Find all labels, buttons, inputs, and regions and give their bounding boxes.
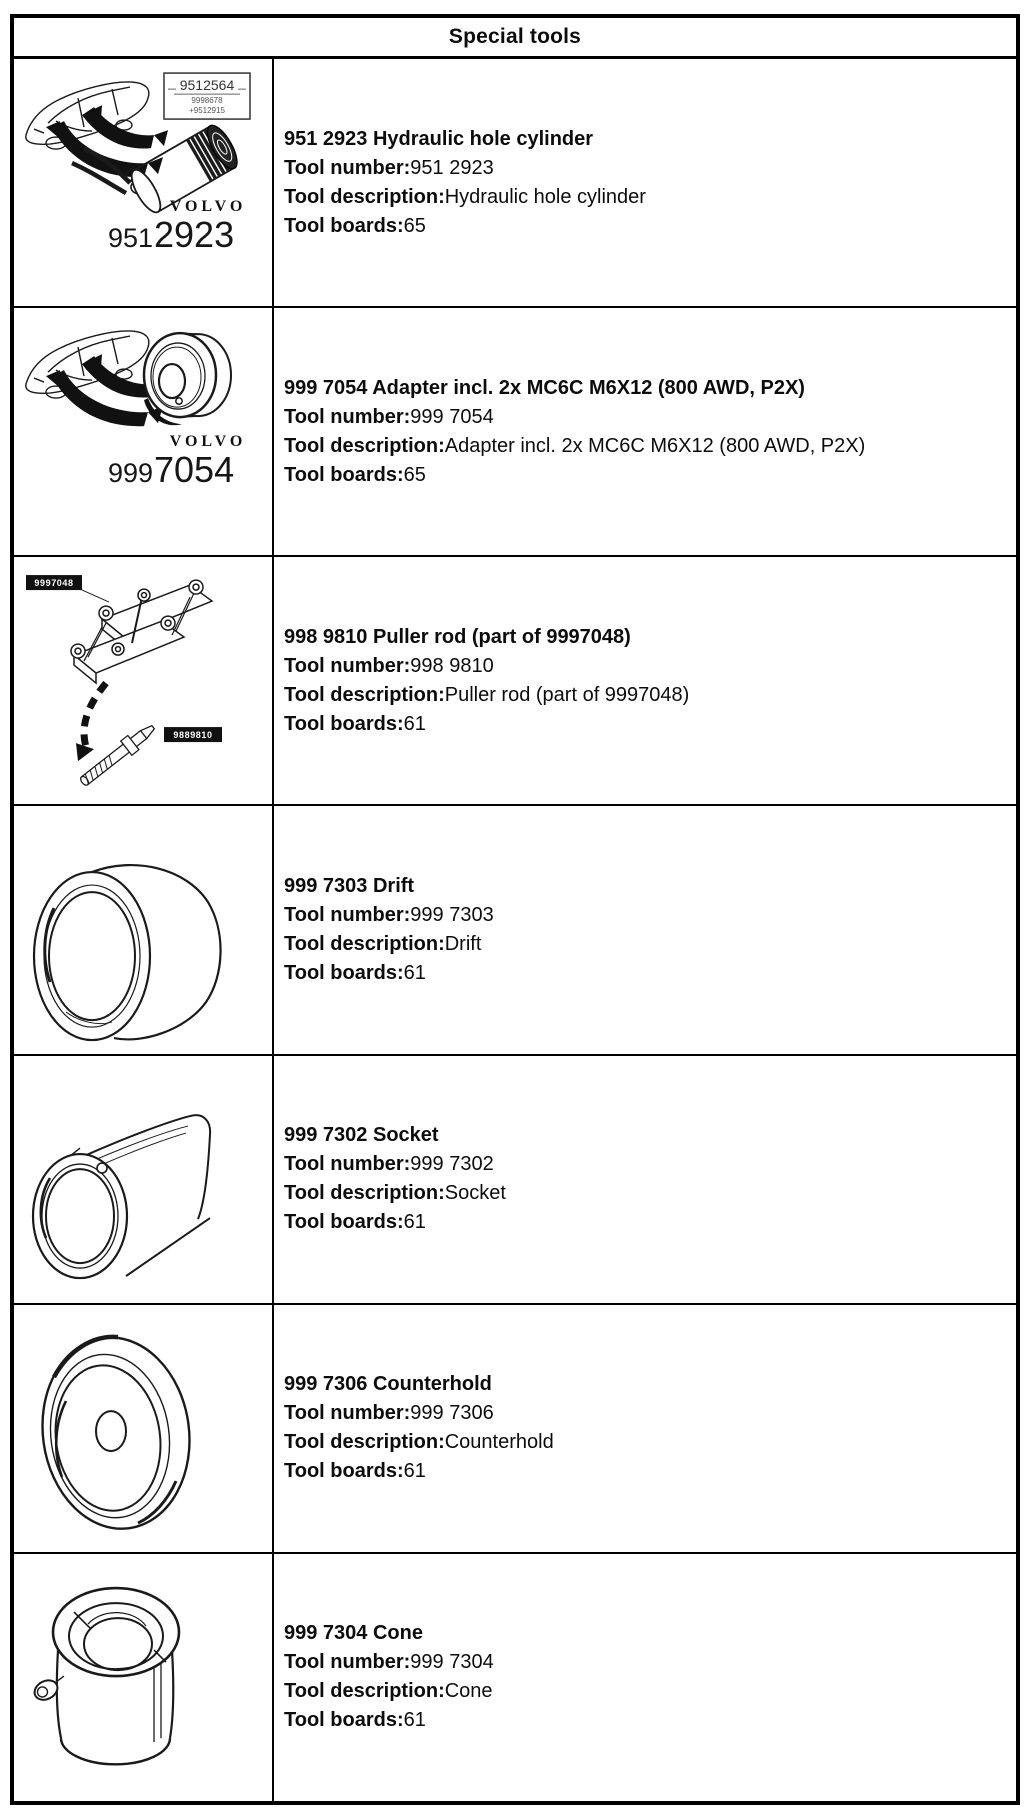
tool-number-line <box>284 154 646 183</box>
tool-boards-value: 61 <box>403 712 426 735</box>
tool-boards-line <box>284 710 689 739</box>
tool-row <box>14 1303 1016 1552</box>
part-number-prefix: 999 <box>108 458 154 489</box>
tool-image-cell <box>14 59 274 306</box>
tool-boards-label: Tool boards: <box>284 1211 404 1234</box>
tool-info-cell <box>274 59 1016 306</box>
tool-title: 999 7054 Adapter incl. 2x MC6C M6X12 (800 AWD, P2X) <box>284 376 805 399</box>
tool-row <box>14 1552 1016 1801</box>
volvo-wordmark: VOLVO <box>169 198 247 216</box>
tool-info-cell <box>274 308 1016 555</box>
tool-image-cell <box>14 557 274 804</box>
tool-description-label: Tool description: <box>284 683 445 706</box>
tool-title: 999 7306 Counterhold <box>284 1373 492 1396</box>
tool-row <box>14 59 1016 306</box>
tool-boards-label: Tool boards: <box>284 463 404 486</box>
svg-text:9997048: 9997048 <box>34 578 74 589</box>
tag-line-3: +9512915 <box>189 106 225 116</box>
cone-illustration <box>14 1554 272 1801</box>
tool-number-line <box>284 403 865 432</box>
tool-description-value: Puller rod (part of 9997048) <box>444 683 690 706</box>
part-number-prefix: 951 <box>108 223 154 254</box>
tool-description-line <box>284 432 865 461</box>
tool-description-value: Cone <box>444 1680 493 1703</box>
tool-row <box>14 306 1016 555</box>
tool-number-line <box>284 1150 506 1179</box>
tool-description-label: Tool description: <box>284 434 445 457</box>
tool-number-value: 999 7306 <box>410 1402 494 1425</box>
table-title: Special tools <box>448 25 582 48</box>
tool-number-value: 999 7302 <box>410 1153 494 1176</box>
tool-boards-label: Tool boards: <box>284 712 404 735</box>
tool-info-cell <box>274 806 1016 1053</box>
tool-row <box>14 804 1016 1053</box>
part-number-suffix: 7054 <box>154 449 235 491</box>
tool-title: 999 7303 Drift <box>284 874 415 897</box>
counterhold-illustration <box>14 1305 272 1552</box>
tool-boards-value: 65 <box>403 214 426 237</box>
tool-number-label: Tool number: <box>284 1651 411 1674</box>
table-header <box>14 18 1016 59</box>
tool-description-value: Counterhold <box>444 1431 554 1454</box>
tool-number-value: 999 7304 <box>410 1651 494 1674</box>
tool-number-label: Tool number: <box>284 903 411 926</box>
tool-boards-line <box>284 461 865 490</box>
tool-number-value: 951 2923 <box>410 156 494 179</box>
table-body <box>14 59 1016 1801</box>
tool-boards-label: Tool boards: <box>284 214 404 237</box>
tool-description-line <box>284 183 646 212</box>
socket-illustration <box>14 1056 272 1303</box>
tool-description-value: Hydraulic hole cylinder <box>444 185 646 208</box>
tool-description-line <box>284 1428 554 1457</box>
tool-description-line <box>284 930 494 959</box>
tool-title: 951 2923 Hydraulic hole cylinder <box>284 127 594 150</box>
tool-number-value: 999 7054 <box>410 405 494 428</box>
tool-number-line <box>284 652 689 681</box>
tool-description-value: Drift <box>444 932 482 955</box>
tool-number-line <box>284 901 494 930</box>
drift-illustration <box>14 806 272 1053</box>
tool-boards-line <box>284 212 646 241</box>
tool-description-line <box>284 1179 506 1208</box>
tool-description-line <box>284 681 689 710</box>
tool-boards-line <box>284 1457 554 1486</box>
tool-row <box>14 1054 1016 1303</box>
tool-info-cell <box>274 557 1016 804</box>
tool-image-cell <box>14 1056 274 1303</box>
tag-line-1: 9512564 <box>179 77 235 94</box>
tool-boards-label: Tool boards: <box>284 1460 404 1483</box>
tool-description-value: Adapter incl. 2x MC6C M6X12 (800 AWD, P2X) <box>444 434 866 457</box>
tool-description-label: Tool description: <box>284 932 445 955</box>
tool-title: 998 9810 Puller rod (part of 9997048) <box>284 625 631 648</box>
tool-boards-value: 61 <box>403 1709 426 1732</box>
tool-number-label: Tool number: <box>284 1402 411 1425</box>
tool-title: 999 7304 Cone <box>284 1622 423 1645</box>
adapter-disc-illustration <box>14 308 272 555</box>
tool-description-label: Tool description: <box>284 185 445 208</box>
tool-boards-value: 65 <box>403 463 426 486</box>
hydraulic-hole-cylinder-illustration <box>14 59 272 306</box>
svg-text:9889810: 9889810 <box>173 730 213 741</box>
tag-line-2: 9998678 <box>191 96 223 106</box>
tool-info-cell <box>274 1305 1016 1552</box>
tool-description-label: Tool description: <box>284 1680 445 1703</box>
tool-number-label: Tool number: <box>284 654 411 677</box>
tool-title: 999 7302 Socket <box>284 1124 439 1147</box>
tool-boards-label: Tool boards: <box>284 961 404 984</box>
tool-boards-label: Tool boards: <box>284 1709 404 1732</box>
tool-number-label: Tool number: <box>284 1153 411 1176</box>
tool-image-cell <box>14 1305 274 1552</box>
tool-description-value: Socket <box>444 1182 506 1205</box>
tool-boards-value: 61 <box>403 961 426 984</box>
part-label-9889810 <box>164 727 222 742</box>
tool-description-label: Tool description: <box>284 1431 445 1454</box>
tool-number-value: 998 9810 <box>410 654 494 677</box>
tool-info-cell <box>274 1554 1016 1801</box>
tool-boards-line <box>284 1706 494 1735</box>
tool-info-cell <box>274 1056 1016 1303</box>
tool-description-label: Tool description: <box>284 1182 445 1205</box>
tool-number-line <box>284 1648 494 1677</box>
part-label-9997048 <box>26 575 82 590</box>
tool-number-value: 999 7303 <box>410 903 494 926</box>
tool-description-line <box>284 1677 494 1706</box>
tool-kit-tag <box>164 73 250 119</box>
tool-image-cell <box>14 806 274 1053</box>
tool-number-label: Tool number: <box>284 156 411 179</box>
tool-boards-line <box>284 959 494 988</box>
part-number-suffix: 2923 <box>154 214 235 256</box>
puller-rod-illustration <box>14 557 272 804</box>
tool-image-cell <box>14 308 274 555</box>
tool-row <box>14 555 1016 804</box>
tool-number-line <box>284 1399 554 1428</box>
volvo-wordmark: VOLVO <box>169 433 247 451</box>
tool-boards-value: 61 <box>403 1460 426 1483</box>
tool-image-cell <box>14 1554 274 1801</box>
tool-boards-value: 61 <box>403 1211 426 1234</box>
tool-number-label: Tool number: <box>284 405 411 428</box>
tool-boards-line <box>284 1208 506 1237</box>
special-tools-table <box>10 14 1020 1805</box>
